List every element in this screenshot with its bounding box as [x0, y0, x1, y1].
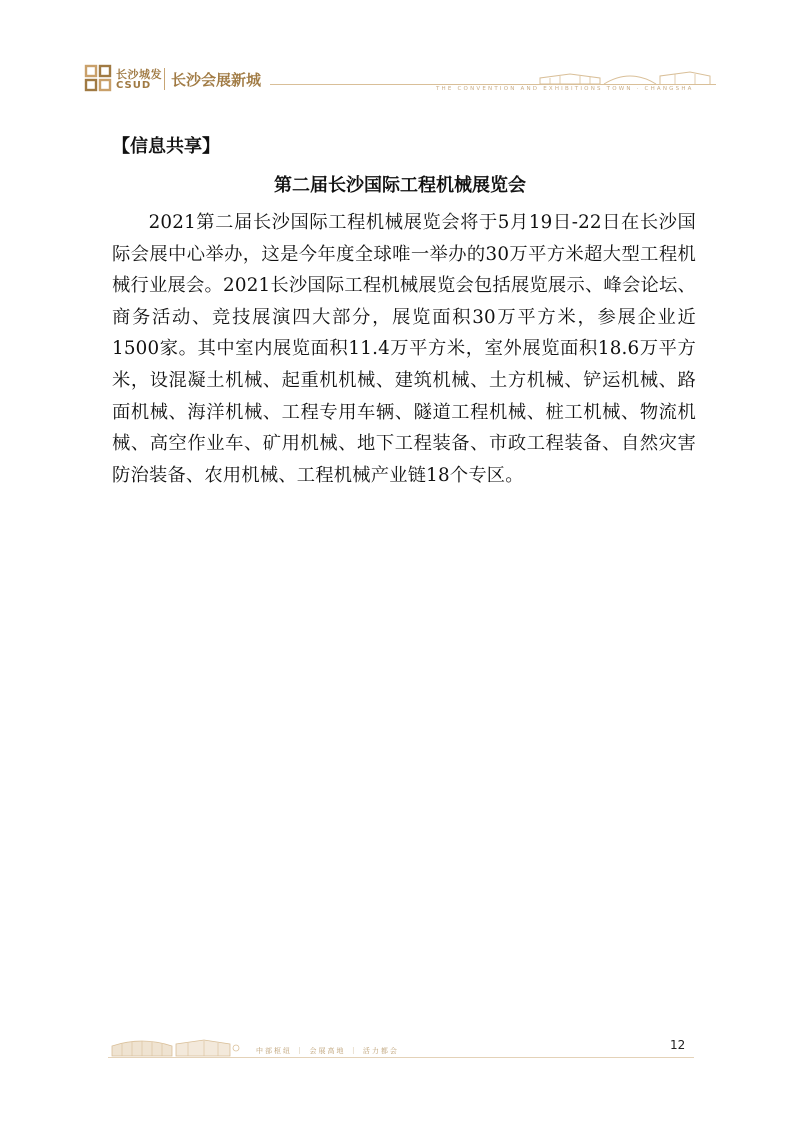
- logo-text-en: CSUD: [116, 80, 152, 91]
- footer-rule: [108, 1057, 694, 1058]
- building-illustration-icon: [108, 1032, 240, 1058]
- csud-logo-icon: [84, 64, 112, 92]
- article-body: 2021第二届长沙国际工程机械展览会将于5月19日-22日在长沙国际会展中心举办，这是今年度全球唯一举办的30万平方米超大型工程机械行业展会。2021长沙国际工程机械展览会包括展览展示、峰会论坛、商务活动、竞技展演四大部分，展览面积30万平方米，参展企业近1500家。其中室内展览面积11.4万平方米，室外展览面积18.6万平方米，设混凝土机械、起重机机械、建筑机械、土方机械、铲运机械、路面机械、海洋机械、工程专用车辆、隧道工程机械、桩工机械、物流机械、高空作业车、矿用机械、地下工程装备、市政工程装备、自然灾害防治装备、农用机械、工程机械产业链18个专区。: [112, 212, 696, 486]
- page-number: 12: [670, 1038, 686, 1052]
- header-divider: [164, 68, 165, 90]
- page-header: [84, 62, 716, 96]
- section-tag: 【信息共享】: [112, 136, 220, 157]
- article-title: 第二届长沙国际工程机械展览会: [274, 175, 526, 196]
- page-footer: [108, 1032, 694, 1062]
- skyline-illustration-icon: [530, 66, 716, 86]
- logo-text-cn: 长沙城发: [116, 68, 162, 81]
- header-subtitle-en: THE CONVENTION AND EXHIBITIONS TOWN · CHANGSHA: [436, 86, 694, 92]
- header-title: 长沙会展新城: [171, 71, 262, 89]
- footer-slogan: 中部枢纽 ｜ 会展高地 ｜ 活力都会: [256, 1047, 399, 1055]
